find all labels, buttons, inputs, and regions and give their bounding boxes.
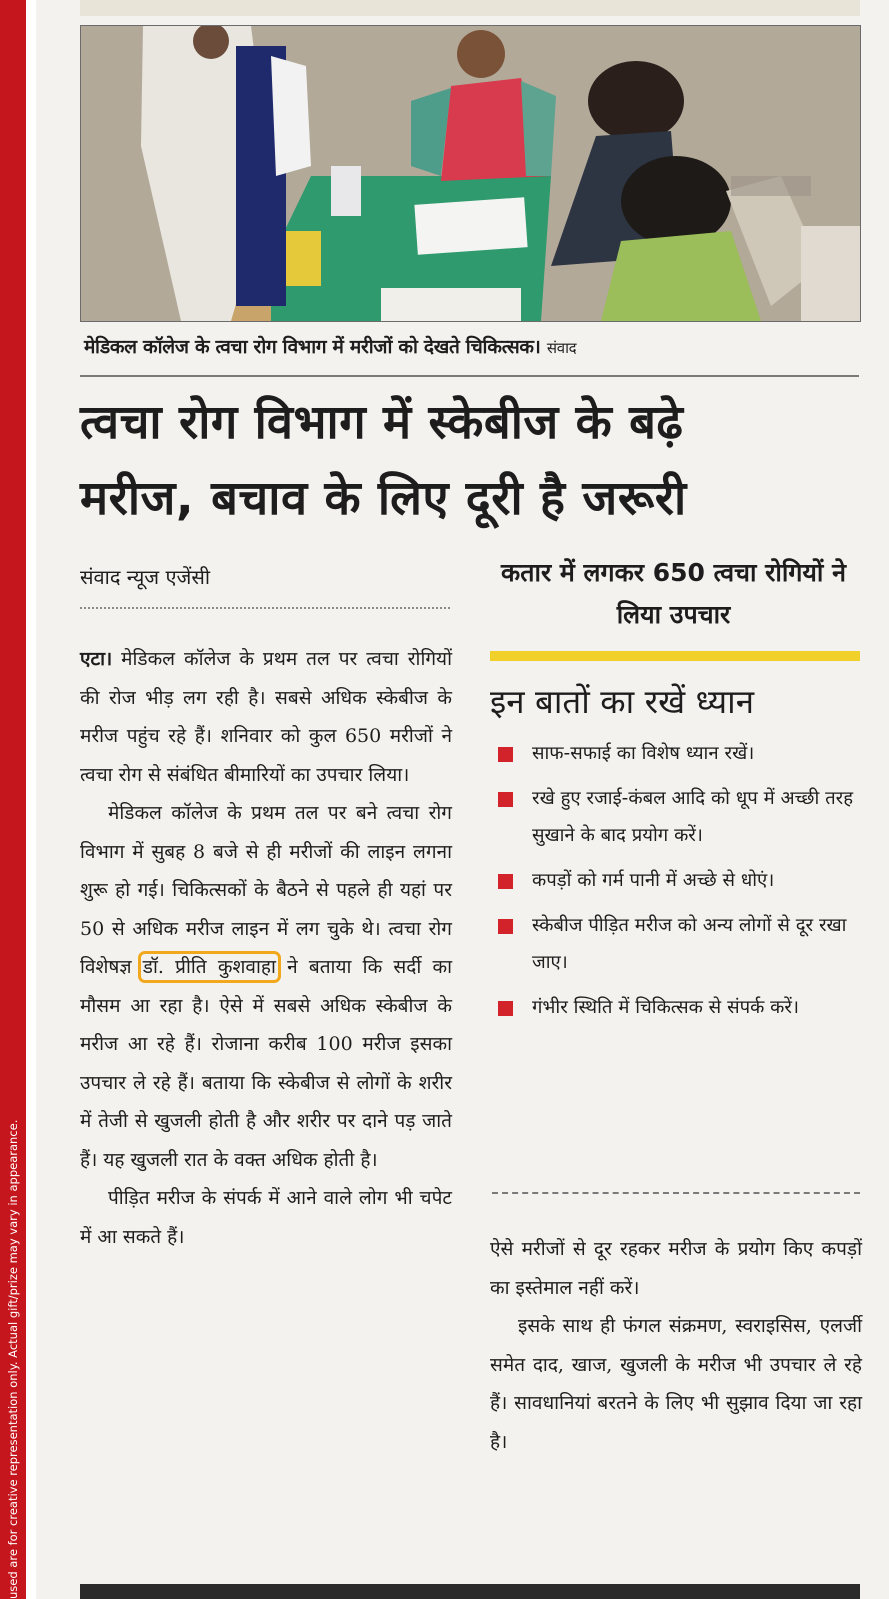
tips-list [498,735,863,1034]
dateline: एटा। [80,648,113,670]
headline [80,385,870,537]
bullet-square-icon [498,874,513,889]
article-paragraph: पीड़ित मरीज के संपर्क में आने वाले लोग भी चपेट में आ सकते हैं। [80,1187,452,1248]
subheadline: कतार में लगकर 650 त्वचा रोगियों ने लिया उपचार [501,558,846,629]
article-column-2 [490,1230,862,1461]
byline-dotted-rule [80,607,450,609]
next-article-strip [80,1584,860,1599]
article-paragraph: मेडिकल कॉलेज के प्रथम तल पर बने त्वचा रोग विभाग में सुबह 8 बजे से ही मरीजों की लाइन लगना शुरू हो गई। चिकित्सकों के बैठने से पहले ही यहां पर 50 से अधिक मरीज लाइन में लग चुके थे। त्वचा रोग विशेषज्ञ डॉ. प्रीति कुशवाहा ने बताया कि सर्दी का मौसम आ रहा है। ऐसे में सबसे अधिक स्केबीज के मरीज आ रहे हैं। रोजाना करीब 100 मरीज इसका उपचार ले रहे हैं। बताया कि स्केबीज से लोगों के शरीर में तेजी से खुजली होती है और शरीर पर दाने पड़ जाते हैं। यह खुजली रात के वक्त अधिक होती है। [80,802,452,1171]
margin-gap [26,0,36,1599]
article-paragraph: एटा। मेडिकल कॉलेज के प्रथम तल पर त्वचा रोगियों की रोज भीड़ लग रही है। सबसे अधिक स्केबीज के मरीज पहुंच रहे हैं। शनिवार को कुल 650 मरीजों ने त्वचा रोग से संबंधित बीमारियों का उपचार लिया। [80,648,452,786]
headline-line-1: त्वचा रोग विभाग में स्केबीज के बढ़े [80,395,684,450]
article-paragraph: ऐसे मरीजों से दूर रहकर मरीज के प्रयोग किए कपड़ों का इस्तेमाल नहीं करें। [490,1238,862,1299]
previous-article-strip [80,0,860,16]
tips-title: इन बातों का रखें ध्यान [490,682,755,721]
highlighted-doctor-name: डॉ. प्रीति कुशवाहा [142,956,276,978]
tip-item: साफ-सफाई का विशेष ध्यान रखें। [498,735,863,772]
tip-item: रखे हुए रजाई-कंबल आदि को धूप में अच्छी तरह सुखाने के बाद प्रयोग करें। [498,780,863,854]
caption-source: संवाद [546,339,577,357]
news-photo [80,25,861,322]
tip-item: स्केबीज पीड़ित मरीज को अन्य लोगों से दूर रखा जाए। [498,907,863,981]
side-disclaimer: used are for creative representation only. Actual gift/prize may vary in appearance. [6,1119,20,1599]
bullet-square-icon [498,919,513,934]
tips-top-rule [490,651,860,661]
caption-rule [80,375,859,377]
article-paragraph: इसके साथ ही फंगल संक्रमण, स्वराइसिस, एलर्जी समेत दाद, खाज, खुजली के मरीज भी उपचार ले रहे हैं। सावधानियां बरतने के लिए भी सुझाव दिया जा रहा है। [490,1315,862,1453]
tip-item: गंभीर स्थिति में चिकित्सक से संपर्क करें। [498,989,863,1026]
bullet-square-icon [498,1001,513,1016]
byline: संवाद न्यूज एजेंसी [80,565,211,589]
tip-item: कपड़ों को गर्म पानी में अच्छे से धोएं। [498,862,863,899]
left-red-margin [0,0,26,1599]
headline-line-2: मरीज, बचाव के लिए दूरी है जरूरी [80,471,687,526]
bullet-square-icon [498,792,513,807]
tips-bottom-rule [492,1192,860,1194]
bullet-square-icon [498,747,513,762]
photo-caption [84,333,859,359]
article-column-1 [80,640,452,1256]
caption-text: मेडिकल कॉलेज के त्वचा रोग विभाग में मरीजों को देखते चिकित्सक। [84,336,541,358]
